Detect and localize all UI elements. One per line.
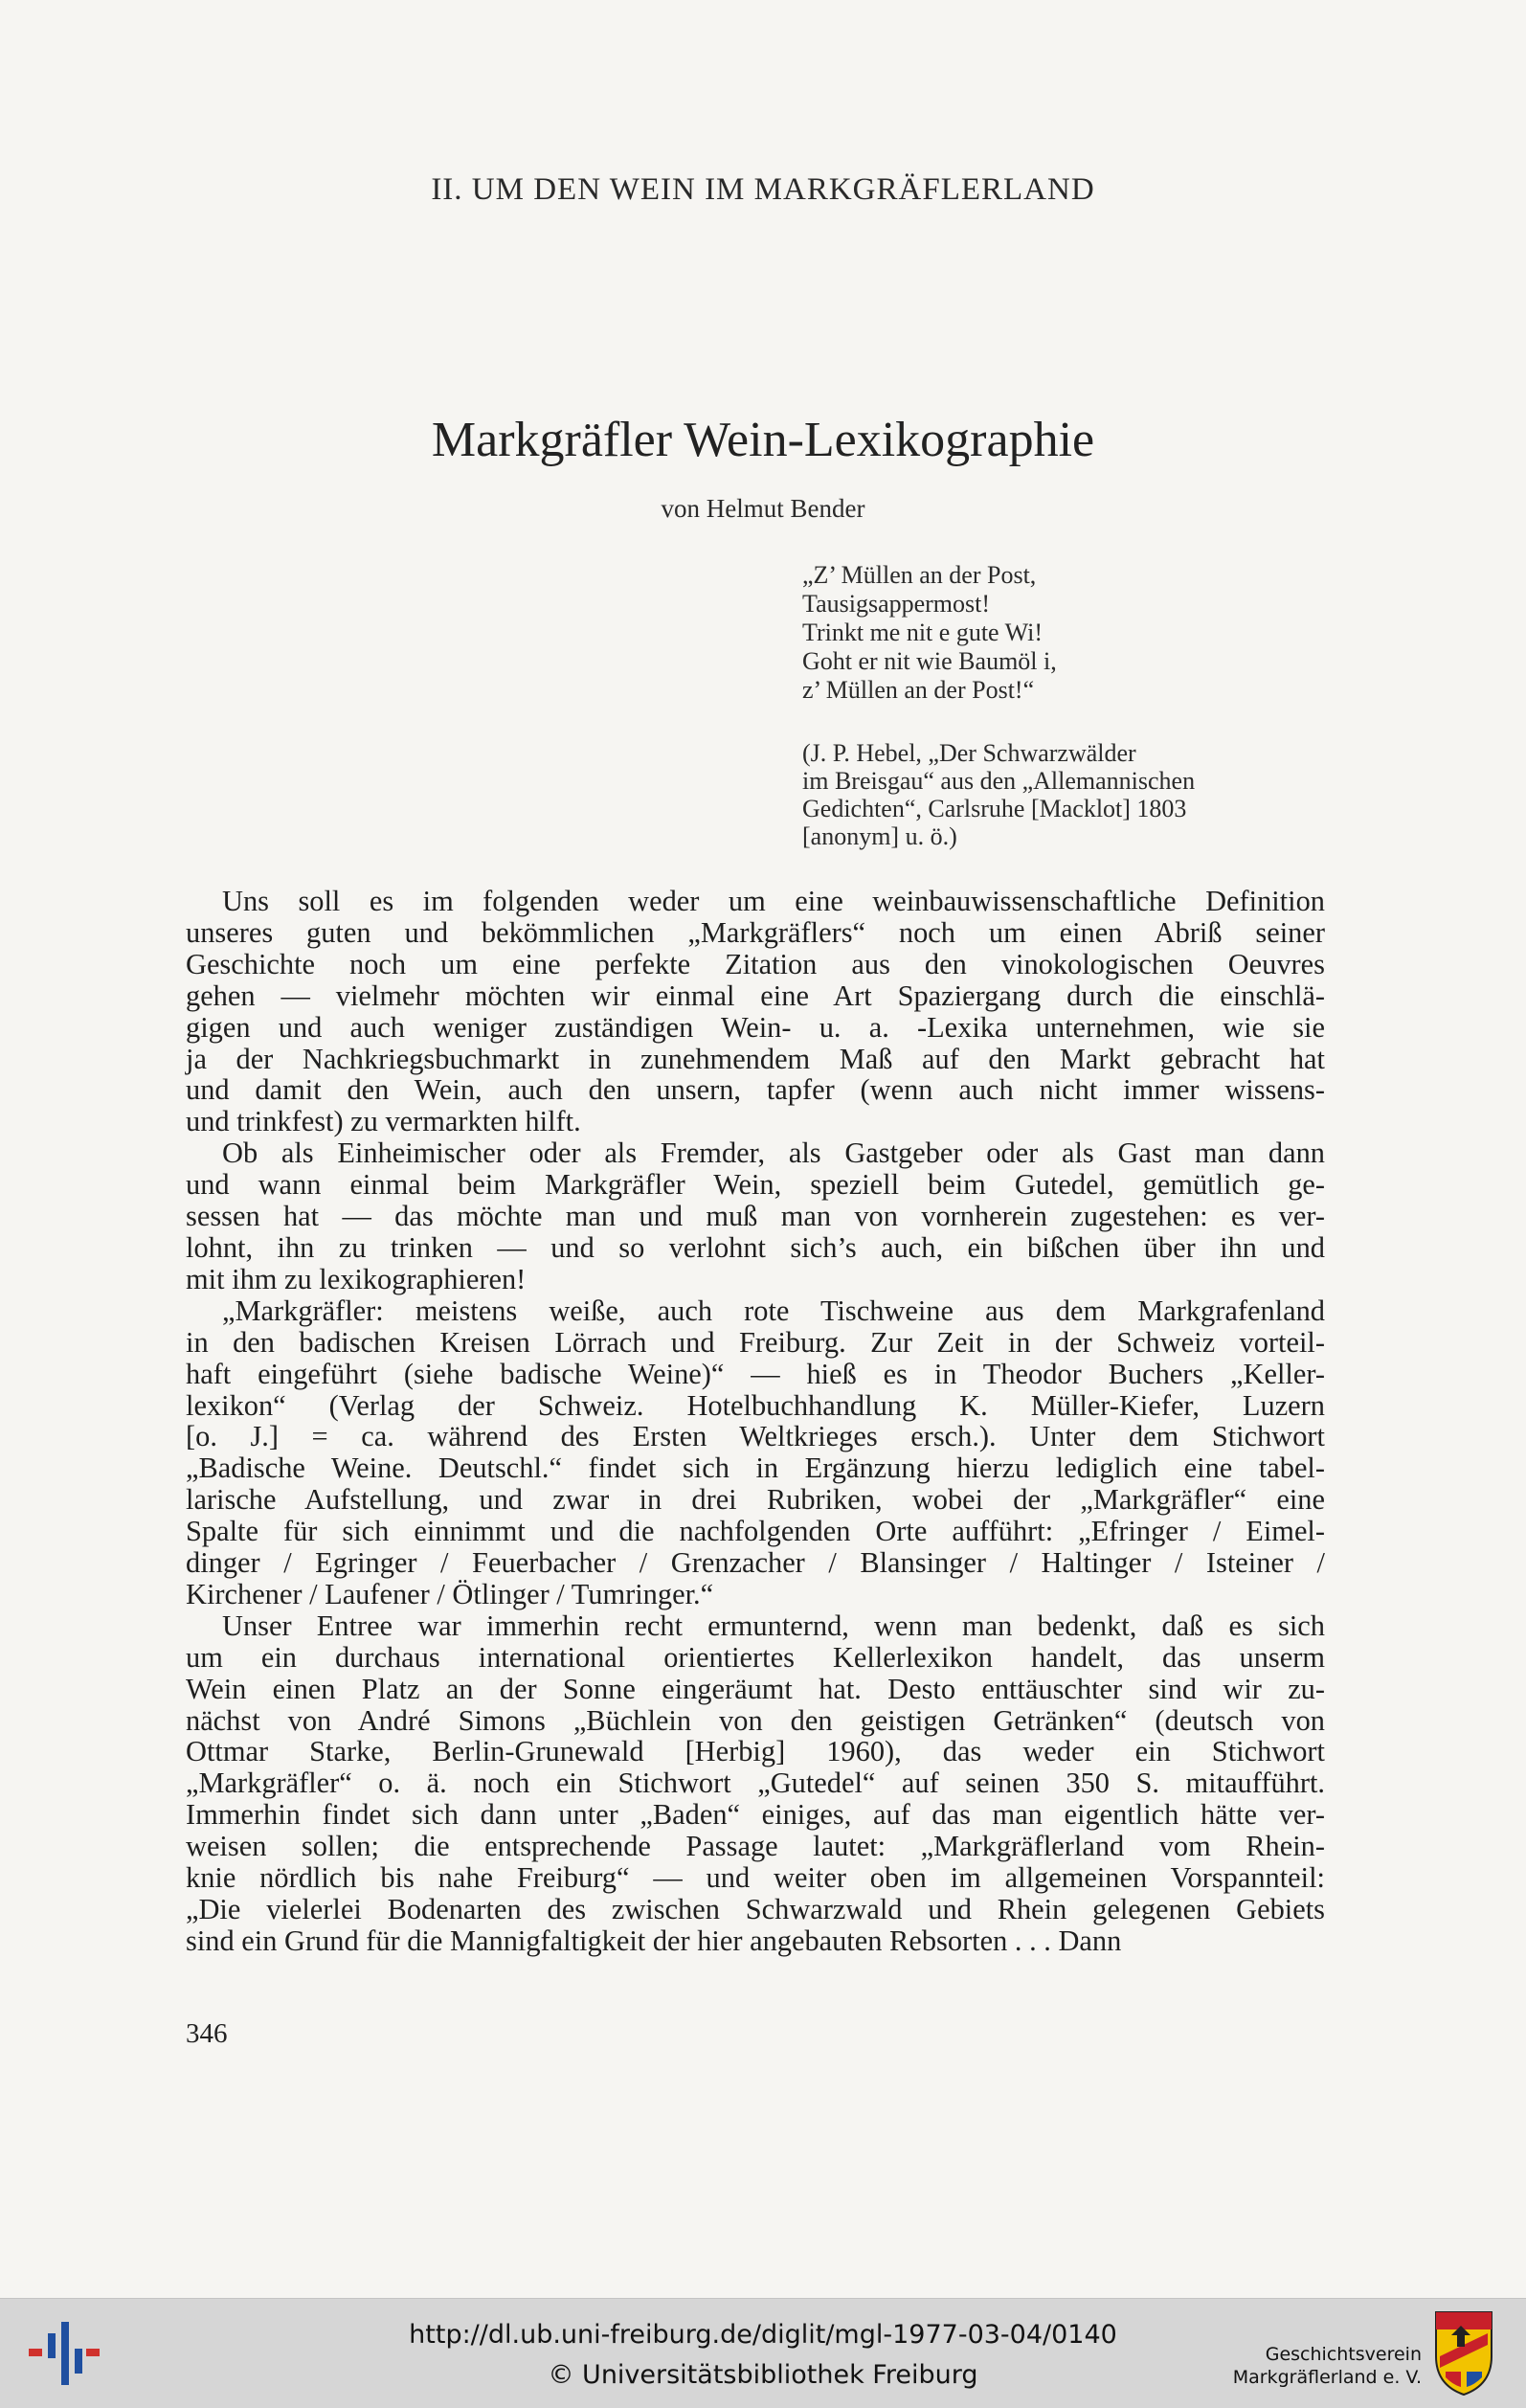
body-line: „Markgräfler: meistens weiße, auch rote Tischweine aus dem Markgrafenland [222,1294,1325,1327]
body-paragraph [186,1610,1325,1957]
citation-line: (J. P. Hebel, „Der Schwarzwälder [802,739,1136,767]
body-line: Unser Entree war immerhin recht ermunternd, wenn man bedenkt, daß es sich [222,1609,1325,1642]
body-line: um ein durchaus international orientiertes Kellerlexikon handelt, das unserm [186,1640,1325,1674]
body-line: gehen — vielmehr möchten wir einmal eine Art Spaziergang durch die einschlä- [186,979,1325,1012]
body-paragraph [186,886,1325,1137]
body-line: [o. J.] = ca. während des Ersten Weltkrieges ersch.). Unter dem Stichwort [186,1420,1325,1453]
body-line: sind ein Grund für die Mannigfaltigkeit der hier angebauten Rebsorten . . . Dann [186,1924,1122,1957]
body-line: weisen sollen; die entsprechende Passage lautet: „Markgräflerland vom Rhein- [186,1830,1325,1863]
body-line: „Die vielerlei Bodenarten des zwischen Schwarzwald und Rhein gelegenen Gebiets [186,1893,1325,1925]
body-line: Immerhin findet sich dann unter „Baden“ einiges, auf das man eigentlich hätte ver- [186,1798,1325,1832]
body-line: und trinkfest) zu vermarkten hilft. [186,1105,581,1138]
body-line: und wann einmal beim Markgräfler Wein, speziell beim Gutedel, gemütlich ge- [186,1168,1325,1202]
society-line: Markgräflerland e. V. [1232,2367,1422,2388]
body-line: ja der Nachkriegsbuchmarkt in zunehmendem Maß auf den Markt gebracht hat [186,1042,1325,1075]
body-line: gigen und auch weniger zuständigen Wein- u. a. -Lexika unternehmen, wie sie [186,1010,1325,1044]
viewer-footer [0,2298,1526,2408]
epigraph-citation [802,739,1338,850]
body-line: Ottmar Starke, Berlin-Grunewald [Herbig] 1960), das weder ein Stichwort [186,1735,1325,1768]
body-line: Ob als Einheimischer oder als Fremder, als Gastgeber oder als Gast man dann [222,1136,1325,1170]
verse-line: „Z’ Müllen an der Post, [802,561,1037,589]
epigraph-verse [802,561,1338,705]
body-paragraph [186,1295,1325,1610]
body-line: sessen hat — das möchte man und muß man von vornherein zugestehen: es ver- [186,1200,1325,1233]
body-paragraph [186,1137,1325,1295]
body-line: Geschichte noch um eine perfekte Zitation aus den vinokologischen Oeuvres [186,947,1325,980]
body-line: „Markgräfler“ o. ä. noch ein Stichwort „Gutedel“ auf seinen 350 S. mitaufführt. [186,1767,1325,1800]
page-number: 346 [186,2018,228,2049]
body-line: lohnt, ihn zu trinken — und so verlohnt sich’s auch, ein bißchen über ihn und [186,1230,1325,1264]
body-line: Kirchener / Laufener / Ötlinger / Tumringer.“ [186,1577,714,1610]
body-line: Uns soll es im folgenden weder um eine weinbauwissenschaftliche Definition [222,885,1325,917]
society-name [1230,2343,1422,2389]
verse-line: Goht er nit wie Baumöl i, [802,647,1057,675]
body-line: nächst von André Simons „Büchlein von den geistigen Getränken“ (deutsch von [186,1703,1325,1737]
body-line: Wein einen Platz an der Sonne eingeräumt hat. Desto enttäuschter sind wir zu- [186,1672,1325,1705]
body-line: lexikon“ (Verlag der Schweiz. Hotelbuchhandlung K. Müller-Kiefer, Luzern [186,1388,1325,1422]
citation-line: [anonym] u. ö.) [802,822,957,850]
body-line: mit ihm zu lexikographieren! [186,1262,527,1295]
body-line: und damit den Wein, auch den unsern, tapfer (wenn auch nicht immer wissens- [186,1073,1325,1107]
coat-of-arms-icon [1432,2308,1495,2397]
citation-line: Gedichten“, Carlsruhe [Macklot] 1803 [802,795,1187,822]
article-byline: von Helmut Bender [661,494,865,523]
body-line: in den badischen Kreisen Lörrach und Freiburg. Zur Zeit in der Schweiz vorteil- [186,1325,1325,1359]
body-line: unseres guten und bekömmlichen „Markgräflers“ noch um einen Abriß seiner [186,915,1325,949]
body-line: dinger / Egringer / Feuerbacher / Grenzacher / Blansinger / Haltinger / Isteiner / [186,1546,1325,1580]
article-body [186,886,1325,1957]
body-line: haft eingeführt (siehe badische Weine)“ — hieß es in Theodor Buchers „Keller- [186,1357,1325,1390]
body-line: larische Aufstellung, und zwar in drei Rubriken, wobei der „Markgräfler“ eine [186,1483,1325,1517]
body-line: Spalte für sich einnimmt und die nachfolgenden Orte aufführt: „Efringer / Eimel- [186,1515,1325,1548]
body-line: „Badische Weine. Deutschl.“ findet sich in Ergänzung hierzu lediglich eine tabel- [186,1452,1325,1485]
permalink-url[interactable]: http://dl.ub.uni-freiburg.de/diglit/mgl-1977-03-04/0140 [409,2320,1117,2350]
verse-line: Trinkt me nit e gute Wi! [802,619,1043,646]
society-line: Geschichtsverein [1265,2344,1422,2365]
copyright-notice: © Universitätsbibliothek Freiburg [548,2360,978,2390]
verse-line: Tausigsappermost! [802,590,991,618]
article-title: Markgräfler Wein-Lexikographie [431,413,1095,467]
body-line: knie nördlich bis nahe Freiburg“ — und weiter oben im allgemeinen Vorspannteil: [186,1861,1325,1895]
citation-line: im Breisgau“ aus den „Allemannischen [802,767,1196,795]
section-heading: II. UM DEN WEIN IM MARKGRÄFLERLAND [431,172,1095,207]
verse-line: z’ Müllen an der Post!“ [802,676,1035,704]
